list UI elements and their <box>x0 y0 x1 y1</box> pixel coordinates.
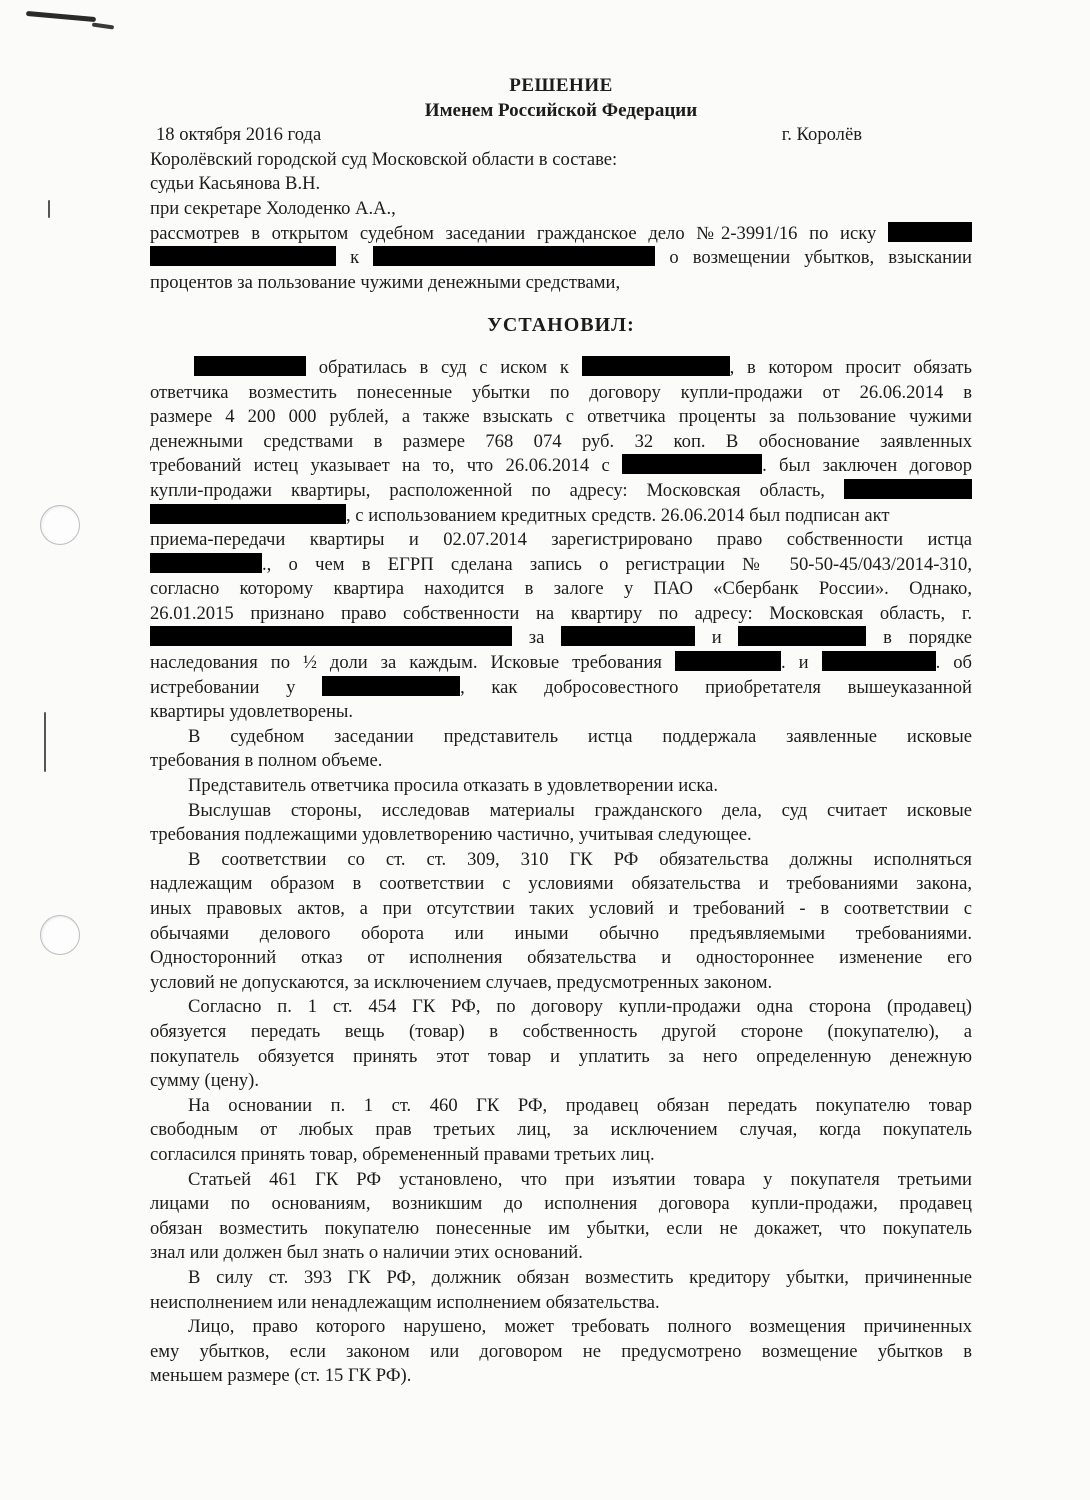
case-line: рассмотрев в открытом судебном заседании гражданское дело №2-3991/16 по иску <box>150 222 972 247</box>
paragraph: В силу ст. 393 ГК РФ, должник обязан возместить кредитору убытки, причиненные неисполнением или ненадлежащим исполнением обязательства. <box>150 1266 972 1313</box>
redacted-block <box>738 626 866 646</box>
margin-mark <box>48 200 50 218</box>
document-title: РЕШЕНИЕ <box>509 75 613 96</box>
redacted-block <box>675 651 781 671</box>
judge-line: судьи Касьянова В.Н. <box>150 173 321 195</box>
paragraph: Выслушав стороны, исследовав материалы гражданского дела, суд считает исковые требования подлежащими удовлетворению частично, учитывая следующее. <box>150 799 972 846</box>
section-title: УСТАНОВИЛ: <box>487 314 635 337</box>
staple-mark <box>26 11 96 22</box>
paragraph: В соответствии со ст. ст. 309, 310 ГК РФ обязательства должны исполняться надлежащим образом в соответствии с условиями обязательства и требованиями закона, иных правовых актов, а при отсутствии таких условий и требований - в соответствии с обычаями делового оборота или иными обычно предъявляемыми требованиями. Односторонний отказ от исполнения обязательства и одностороннее изменение его условий не допускаются, за исключением случаев, предусмотренных законом. <box>150 848 972 993</box>
redacted-block <box>150 504 346 524</box>
margin-mark <box>44 712 46 772</box>
document-body <box>150 74 972 1389</box>
date-city-line <box>150 123 972 148</box>
redacted-block <box>322 676 460 696</box>
document-subtitle: Именем Российской Федерации <box>424 99 698 121</box>
paragraph: Статьей 461 ГК РФ установлено, что при изъятии товара у покупателя третьими лицами по основаниям, возникшим до исполнения договора купли-продажи, продавец обязан возместить покупателю понесенные им убытки, если не докажет, что покупатель знал или должен был знать о наличии этих оснований. <box>150 1168 972 1264</box>
decision-date: 18 октября 2016 года <box>156 124 322 146</box>
redacted-block <box>822 651 936 671</box>
redacted-block <box>622 454 762 474</box>
court-composition: Королёвский городской суд Московской области в составе: <box>150 148 618 170</box>
paragraph: Согласно п. 1 ст. 454 ГК РФ, по договору купли-продажи одна сторона (продавец) обязуется передать вещь (товар) в собственность другой стороне (покупателю), а покупатель обязуется принять этот товар и уплатить за него определенную денежную сумму (цену). <box>150 996 972 1092</box>
redacted-block <box>373 246 655 266</box>
redacted-block <box>582 356 730 376</box>
punch-hole <box>40 915 80 955</box>
paragraph: На основании п. 1 ст. 460 ГК РФ, продавец обязан передать покупателю товар свободным от любых прав третьих лиц, за исключением случая, когда покупатель согласился принять товар, обремененный правами третьих лиц. <box>150 1094 972 1165</box>
paragraph: Лицо, право которого нарушено, может требовать полного возмещения причиненных ему убытков, если законом или договором не предусмотрено возмещение убытков в меньшем размере (ст. 15 ГК РФ). <box>150 1316 972 1387</box>
decision-city: г. Королёв <box>781 124 862 146</box>
paragraph: В судебном заседании представитель истца поддержала заявленные исковые требования в полном объеме. <box>150 725 972 772</box>
redacted-block <box>844 479 972 499</box>
redacted-block <box>150 246 336 266</box>
staple-mark <box>92 22 114 29</box>
redacted-block <box>150 626 512 646</box>
case-line: процентов за пользование чужими денежными средствами, <box>150 271 621 293</box>
paragraph: Представитель ответчика просила отказать в удовлетворении иска. <box>188 775 719 797</box>
paragraph: обратилась в суд с иском к , в котором просит обязать ответчика возместить понесенные убытки по договору купли-продажи от 26.06.2014 в размере 4 200 000 рублей, а также взыскать с ответчика проценты за пользование чужими денежными средствами в размере 768 074 руб. 32 коп. В обоснование заявленных требований истец указывает на то, что 26.06.2014 с . был заключен договор купли-продажи квартиры, расположенной по адресу: Московская область, , с использованием кредитных средств. 26.06.2014 был подписан акт приема-передачи квартиры и 02.07.2014 зарегистрировано право собственности истца ., о чем в ЕГРП сделана запись о регистрации № 50-50-45/043/2014-310, согласно которому квартира находится в залоге у ПАО «Сбербанк России». Однако, 26.01.2015 признано право собственности на квартиру по адресу: Московская область, г. за и в порядке наследования по ½ доли за каждым. Исковые требования . и . об истребовании у , как добросовестного приобретателя вышеуказанной квартиры удовлетворены. <box>150 356 973 723</box>
redacted-block <box>561 626 695 646</box>
redacted-block <box>888 222 972 242</box>
secretary-line: при секретаре Холоденко А.А., <box>150 197 396 219</box>
punch-hole <box>40 505 80 545</box>
redacted-block <box>194 356 306 376</box>
case-line: к о возмещении убытков, взыскании <box>150 246 972 271</box>
redacted-block <box>150 553 262 573</box>
